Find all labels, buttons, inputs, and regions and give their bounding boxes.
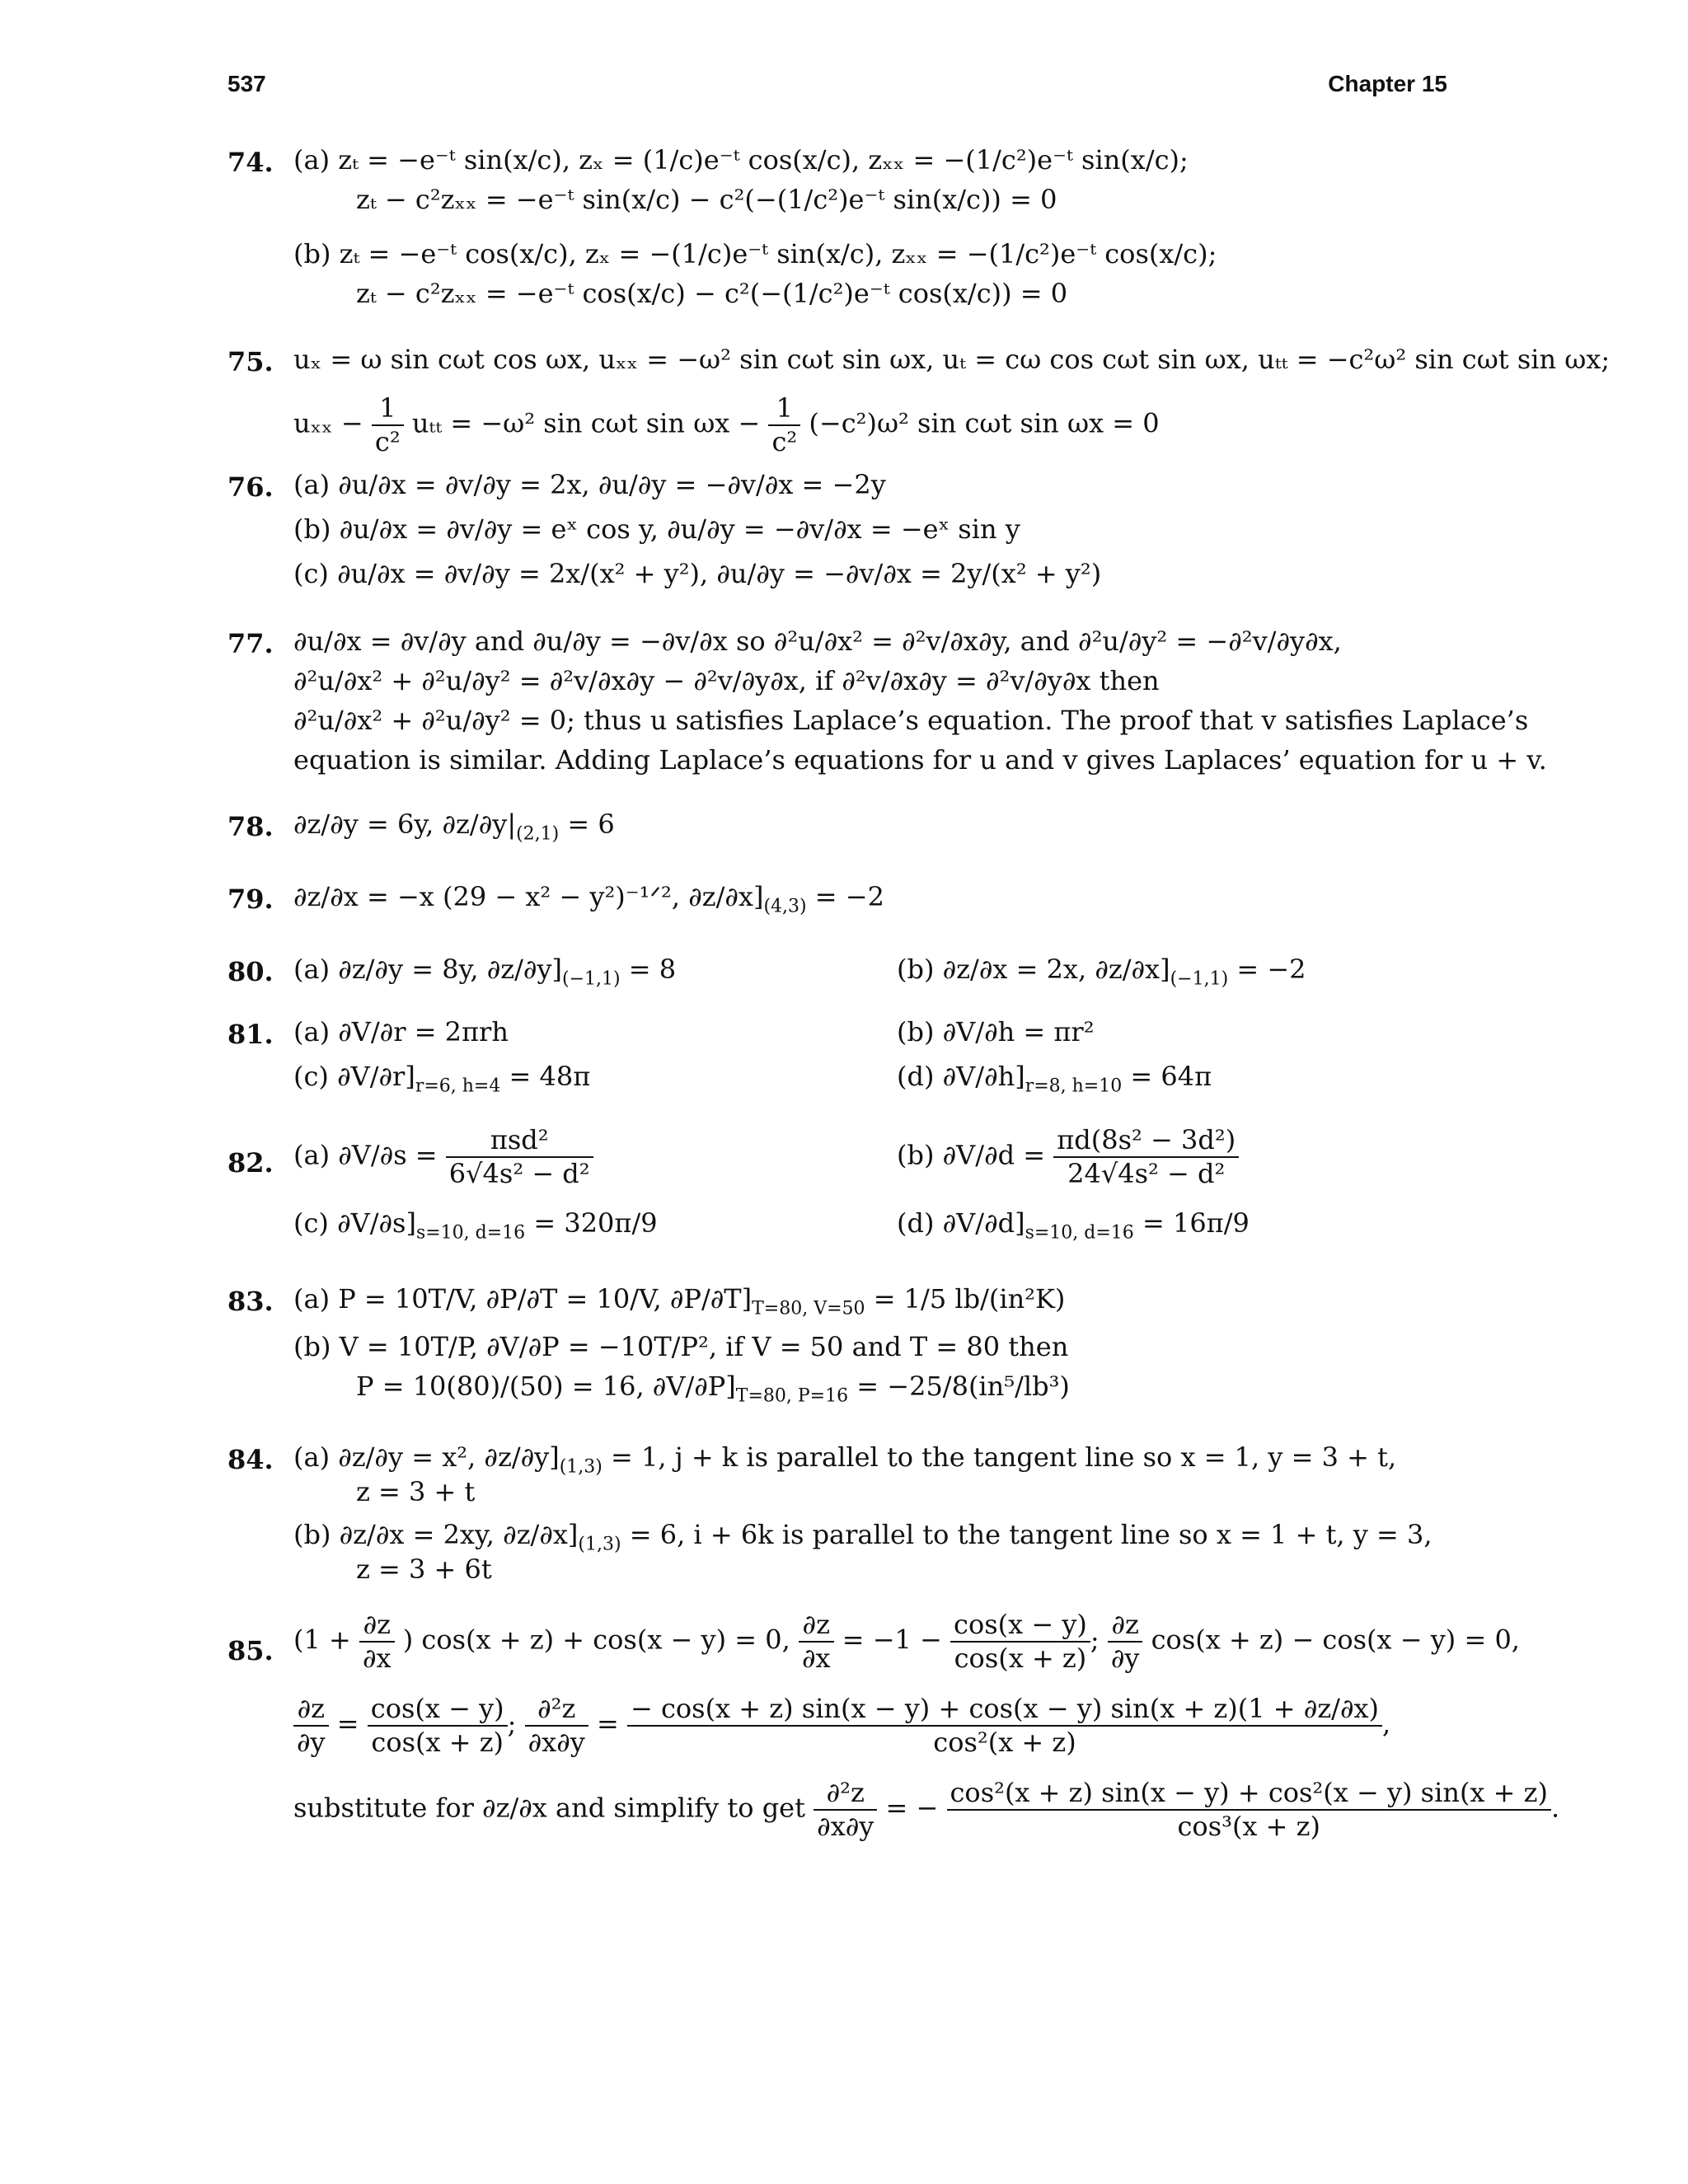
problem-85-line2: [293, 1694, 1390, 1757]
p85-l1d: ;: [1090, 1624, 1100, 1656]
problem-84-a2: z = 3 + t: [356, 1476, 476, 1507]
problem-77-line3: ∂²u/∂x² + ∂²u/∂y² = 0; thus u satisfies Laplace’s equation. The proof that v satisfies Laplace’s: [293, 705, 1529, 736]
p84-b1-sub: (1,3): [578, 1534, 621, 1555]
p83-a-end: = 1/5 lb/(in²K): [865, 1283, 1066, 1315]
problem-74-a-line1: (a) zₜ = −e⁻ᵗ sin(x/c), zₓ = (1/c)e⁻ᵗ cos(x/c), zₓₓ = −(1/c²)e⁻ᵗ sin(x/c);: [293, 144, 1189, 176]
p85-frac3: [950, 1610, 1090, 1673]
p80-b-end: = −2: [1228, 954, 1306, 985]
p82-c-sub: s=10, d=16: [415, 1222, 526, 1244]
problem-number-78: 78.: [227, 811, 274, 842]
p85-frac8-bottom: cos²(x + z): [933, 1727, 1076, 1759]
p82-d-text: (d) ∂V/∂d]: [897, 1207, 1025, 1239]
p82-c-text: (c) ∂V/∂s]: [293, 1207, 416, 1239]
p85-frac7: [525, 1694, 588, 1757]
problem-81-a: (a) ∂V/∂r = 2πrh: [293, 1016, 509, 1047]
p83-a-sub: T=80, V=50: [752, 1298, 865, 1319]
p75-fraction-1: [372, 394, 404, 457]
p85-frac10-top: cos²(x + z) sin(x − y) + cos²(x − y) sin(x + z): [947, 1779, 1551, 1811]
p81-c-text: (c) ∂V/∂r]: [293, 1061, 415, 1092]
problem-78-line: [293, 808, 615, 845]
problem-83-b1: (b) V = 10T/P, ∂V/∂P = −10T/P², if V = 50 and T = 80 then: [293, 1331, 1069, 1362]
p82-b-bottom: 24√4s² − d²: [1067, 1158, 1226, 1190]
p82-b-top: πd(8s² − 3d²): [1053, 1126, 1239, 1158]
problem-76-a: (a) ∂u/∂x = ∂v/∂y = 2x, ∂u/∂y = −∂v/∂x = −2y: [293, 469, 886, 500]
problem-number-85: 85.: [227, 1635, 274, 1666]
problem-81-b: (b) ∂V/∂h = πr²: [897, 1016, 1095, 1047]
p82-c-end: = 320π/9: [525, 1207, 658, 1239]
p85-frac3-top: cos(x − y): [950, 1610, 1090, 1643]
problem-77-line4: equation is similar. Adding Laplace’s equations for u and v gives Laplaces’ equation for u + v.: [293, 744, 1547, 776]
problem-85-line1: [293, 1610, 1520, 1673]
p85-l1a: (1 +: [293, 1624, 351, 1656]
p75-frac1-top: 1: [372, 394, 404, 426]
p75-fraction-2: [768, 394, 800, 457]
p78-sub: (2,1): [516, 823, 560, 845]
problem-number-83: 83.: [227, 1286, 274, 1317]
p82-b-text: (b) ∂V/∂d =: [897, 1139, 1046, 1171]
p84-a1-sub: (1,3): [559, 1456, 603, 1478]
p85-frac7-bottom: ∂x∂y: [528, 1727, 585, 1759]
p85-l1e: cos(x + z) − cos(x − y) = 0,: [1151, 1624, 1520, 1656]
p85-frac5-top: ∂z: [293, 1694, 329, 1727]
problem-81-c: [293, 1063, 590, 1095]
p85-frac5: [293, 1694, 329, 1757]
problem-number-80: 80.: [227, 956, 274, 987]
p82-a-bottom: 6√4s² − d²: [448, 1158, 590, 1190]
p82-a-text: (a) ∂V/∂s =: [293, 1139, 438, 1171]
problem-number-74: 74.: [227, 147, 274, 178]
p85-frac3-bottom: cos(x + z): [954, 1643, 1087, 1675]
problem-84-b2: z = 3 + 6t: [356, 1554, 492, 1585]
p79-sub: (4,3): [763, 896, 807, 917]
p84-b1-end: = 6, i + 6k is parallel to the tangent line so x = 1 + t, y = 3,: [621, 1519, 1432, 1550]
p85-l2a: =: [336, 1708, 359, 1740]
problem-76-c: (c) ∂u/∂x = ∂v/∂y = 2x/(x² + y²), ∂u/∂y = −∂v/∂x = 2y/(x² + y²): [293, 558, 1102, 589]
p85-frac8-top: − cos(x + z) sin(x − y) + cos(x − y) sin(x + z)(1 + ∂z/∂x): [627, 1694, 1382, 1727]
problem-84-a1: [293, 1441, 1397, 1478]
p83-b2-text: P = 10(80)/(50) = 16, ∂V/∂P]: [356, 1371, 736, 1402]
problem-number-77: 77.: [227, 628, 274, 659]
p75-frac1-bottom: c²: [374, 426, 401, 458]
p81-c-end: = 48π: [500, 1061, 591, 1092]
p85-l3c: .: [1550, 1792, 1560, 1824]
p85-frac9-bottom: ∂x∂y: [817, 1811, 874, 1843]
p85-frac6-bottom: cos(x + z): [371, 1727, 504, 1759]
problem-84-b1: [293, 1521, 1432, 1554]
problem-82-c: [293, 1207, 658, 1244]
p75-text-a: uₓₓ −: [293, 407, 363, 439]
p85-l3a: substitute for ∂z/∂x and simplify to get: [293, 1792, 805, 1824]
p75-text-c: (−c²)ω² sin cωt sin ωx = 0: [809, 407, 1160, 439]
p85-l2c: =: [596, 1708, 619, 1740]
p85-l1c: = −1 −: [842, 1624, 942, 1656]
problem-81-d: [897, 1063, 1212, 1095]
p81-c-sub: r=6, h=4: [415, 1076, 501, 1097]
page-number: 537: [227, 71, 266, 96]
problem-83-b2: [356, 1373, 1070, 1405]
problem-82-d: [897, 1207, 1250, 1244]
p84-b1-text: (b) ∂z/∂x = 2xy, ∂z/∂x]: [293, 1519, 579, 1550]
problem-74-a-line2: zₜ − c²zₓₓ = −e⁻ᵗ sin(x/c) − c²(−(1/c²)e⁻ᵗ sin(x/c)) = 0: [356, 184, 1057, 215]
p81-d-end: = 64π: [1122, 1061, 1212, 1092]
problem-82-a: [293, 1126, 593, 1188]
p82-b-fraction: [1053, 1126, 1239, 1188]
p83-a-text: (a) P = 10T/V, ∂P/∂T = 10/V, ∂P/∂T]: [293, 1283, 753, 1315]
p84-a1-end: = 1, j + k is parallel to the tangent line so x = 1, y = 3 + t,: [602, 1441, 1397, 1473]
p85-frac4: [1108, 1610, 1143, 1673]
p85-frac1-top: ∂z: [359, 1610, 395, 1643]
p85-frac2-bottom: ∂x: [801, 1643, 831, 1675]
p85-frac6-top: cos(x − y): [368, 1694, 508, 1727]
p80-b-sub: (−1,1): [1170, 968, 1229, 990]
p85-frac7-top: ∂²z: [525, 1694, 588, 1727]
p83-b2-end: = −25/8(in⁵/lb³): [848, 1371, 1070, 1402]
p85-frac5-bottom: ∂y: [297, 1727, 326, 1759]
chapter-title: Chapter 15: [1328, 71, 1447, 96]
p82-d-end: = 16π/9: [1133, 1207, 1250, 1239]
p75-frac2-top: 1: [768, 394, 800, 426]
problem-79-line: [293, 883, 884, 916]
p84-a1-text: (a) ∂z/∂y = x², ∂z/∂y]: [293, 1441, 560, 1473]
problem-77-line1: ∂u/∂x = ∂v/∂y and ∂u/∂y = −∂v/∂x so ∂²u/∂x² = ∂²v/∂x∂y, and ∂²u/∂y² = −∂²v/∂y∂x,: [293, 626, 1342, 657]
problem-85-line3: [293, 1779, 1559, 1841]
p80-a-text: (a) ∂z/∂y = 8y, ∂z/∂y]: [293, 954, 563, 985]
p85-frac1: [359, 1610, 395, 1673]
problem-75-line2: [293, 394, 1160, 457]
p85-frac9-top: ∂²z: [814, 1779, 877, 1811]
p85-l2d: ,: [1382, 1708, 1391, 1740]
p80-a-sub: (−1,1): [562, 968, 621, 990]
problem-83-a: [293, 1283, 1066, 1319]
p85-frac10-bottom: cos³(x + z): [1177, 1811, 1320, 1843]
problem-number-75: 75.: [227, 346, 274, 377]
problem-number-82: 82.: [227, 1147, 274, 1179]
problem-number-84: 84.: [227, 1444, 274, 1475]
p85-frac4-bottom: ∂y: [1110, 1643, 1140, 1675]
p85-frac2-top: ∂z: [799, 1610, 834, 1643]
problem-74-b-line1: (b) zₜ = −e⁻ᵗ cos(x/c), zₓ = −(1/c)e⁻ᵗ sin(x/c), zₓₓ = −(1/c²)e⁻ᵗ cos(x/c);: [293, 238, 1217, 269]
p81-d-text: (d) ∂V/∂h]: [897, 1061, 1025, 1092]
p81-d-sub: r=8, h=10: [1025, 1076, 1123, 1097]
problem-77-line2: ∂²u/∂x² + ∂²u/∂y² = ∂²v/∂x∂y − ∂²v/∂y∂x, if ∂²v/∂x∂y = ∂²v/∂y∂x then: [293, 665, 1160, 696]
p85-frac2: [799, 1610, 834, 1673]
problem-number-81: 81.: [227, 1019, 274, 1050]
p85-l3b: = −: [885, 1792, 939, 1824]
p78-text: ∂z/∂y = 6y, ∂z/∂y|: [293, 808, 517, 840]
p75-text-b: uₜₜ = −ω² sin cωt sin ωx −: [411, 407, 761, 439]
p85-frac6: [368, 1694, 508, 1757]
p83-b2-sub: T=80, P=16: [735, 1385, 849, 1407]
p80-b-text: (b) ∂z/∂x = 2x, ∂z/∂x]: [897, 954, 1170, 985]
p82-d-sub: s=10, d=16: [1025, 1222, 1134, 1244]
problem-80-b: [897, 956, 1306, 988]
p82-a-top: πsd²: [446, 1126, 593, 1158]
p85-l2b: ;: [507, 1708, 517, 1740]
problem-80-a: [293, 956, 676, 988]
p85-l1b: ) cos(x + z) + cos(x − y) = 0,: [402, 1624, 790, 1656]
p85-frac10: [947, 1779, 1551, 1841]
p85-frac4-top: ∂z: [1108, 1610, 1143, 1643]
problem-75-line1: uₓ = ω sin cωt cos ωx, uₓₓ = −ω² sin cωt sin ωx, uₜ = cω cos cωt sin ωx, uₜₜ = −c²ω² sin cωt sin ωx;: [293, 344, 1611, 375]
p79-end: = −2: [806, 881, 884, 912]
problem-74-b-line2: zₜ − c²zₓₓ = −e⁻ᵗ cos(x/c) − c²(−(1/c²)e⁻ᵗ cos(x/c)) = 0: [356, 278, 1068, 309]
p78-end: = 6: [559, 808, 615, 840]
p85-frac9: [814, 1779, 877, 1841]
problem-number-76: 76.: [227, 471, 274, 503]
problem-76-b: (b) ∂u/∂x = ∂v/∂y = eˣ cos y, ∂u/∂y = −∂v/∂x = −eˣ sin y: [293, 513, 1020, 545]
problem-number-79: 79.: [227, 883, 274, 915]
p80-a-end: = 8: [620, 954, 677, 985]
p75-frac2-bottom: c²: [771, 426, 798, 458]
p82-a-fraction: [446, 1126, 593, 1188]
p85-frac1-bottom: ∂x: [363, 1643, 392, 1675]
problem-82-b: [897, 1126, 1239, 1188]
p79-text: ∂z/∂x = −x (29 − x² − y²)⁻¹ᐟ², ∂z/∂x]: [293, 881, 764, 912]
p85-frac8: [627, 1694, 1382, 1757]
